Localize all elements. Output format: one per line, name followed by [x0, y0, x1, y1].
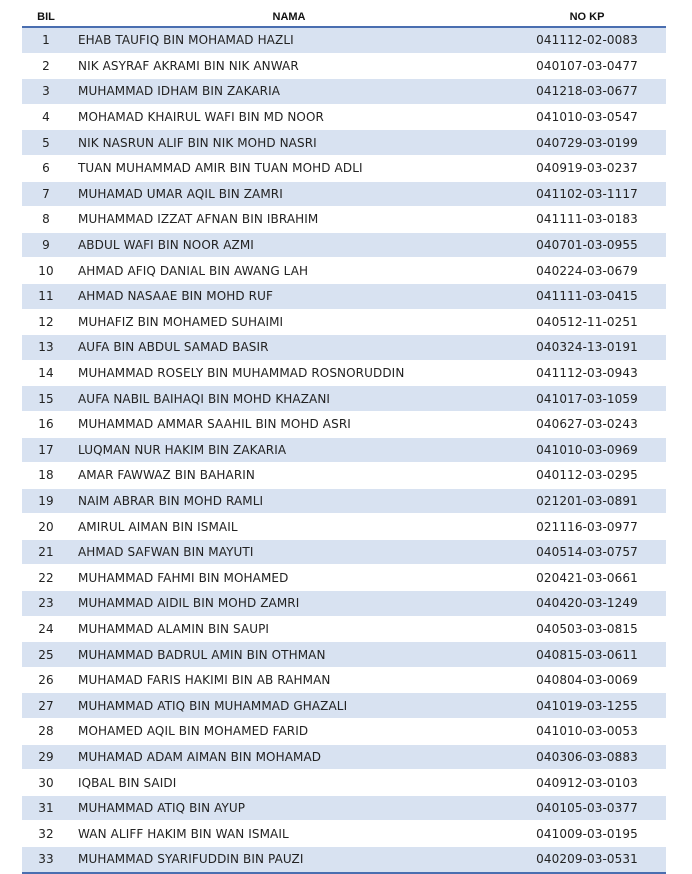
cell-nama: NAIM ABRAR BIN MOHD RAMLI — [70, 488, 508, 514]
cell-no-kp: 040503-03-0815 — [508, 616, 666, 642]
table-row — [22, 591, 666, 617]
table-row — [22, 565, 666, 591]
cell-bil: 1 — [22, 27, 70, 53]
cell-bil: 20 — [22, 514, 70, 540]
cell-bil: 26 — [22, 667, 70, 693]
cell-no-kp: 040815-03-0611 — [508, 642, 666, 668]
table-row — [22, 283, 666, 309]
table-row — [22, 104, 666, 130]
header-nama: NAMA — [70, 8, 508, 27]
cell-nama: MUHAMMAD SYARIFUDDIN BIN PAUZI — [70, 847, 508, 873]
table-row — [22, 181, 666, 207]
cell-bil: 17 — [22, 437, 70, 463]
cell-no-kp: 040512-11-0251 — [508, 309, 666, 335]
cell-bil: 11 — [22, 283, 70, 309]
cell-bil: 4 — [22, 104, 70, 130]
cell-bil: 29 — [22, 744, 70, 770]
student-list-table — [22, 8, 666, 874]
cell-no-kp: 040209-03-0531 — [508, 847, 666, 873]
cell-nama: MUHAMMAD ROSELY BIN MUHAMMAD ROSNORUDDIN — [70, 360, 508, 386]
table-row — [22, 258, 666, 284]
cell-no-kp: 040701-03-0955 — [508, 232, 666, 258]
table-row — [22, 79, 666, 105]
cell-no-kp: 041010-03-0547 — [508, 104, 666, 130]
table-row — [22, 667, 666, 693]
cell-bil: 16 — [22, 411, 70, 437]
cell-bil: 9 — [22, 232, 70, 258]
table-row — [22, 488, 666, 514]
table-row — [22, 53, 666, 79]
table-row — [22, 335, 666, 361]
cell-bil: 31 — [22, 795, 70, 821]
cell-nama: MUHAMMAD ATIQ BIN MUHAMMAD GHAZALI — [70, 693, 508, 719]
cell-bil: 33 — [22, 847, 70, 873]
cell-nama: AMAR FAWWAZ BIN BAHARIN — [70, 463, 508, 489]
cell-nama: TUAN MUHAMMAD AMIR BIN TUAN MOHD ADLI — [70, 155, 508, 181]
cell-nama: AUFA NABIL BAIHAQI BIN MOHD KHAZANI — [70, 386, 508, 412]
table-row — [22, 360, 666, 386]
table-header — [22, 8, 666, 27]
cell-bil: 23 — [22, 591, 70, 617]
cell-bil: 19 — [22, 488, 70, 514]
cell-nama: MUHAMMAD AIDIL BIN MOHD ZAMRI — [70, 591, 508, 617]
table-row — [22, 693, 666, 719]
table-row — [22, 514, 666, 540]
cell-nama: MUHAFIZ BIN MOHAMED SUHAIMI — [70, 309, 508, 335]
table-row — [22, 386, 666, 412]
cell-no-kp: 041112-03-0943 — [508, 360, 666, 386]
cell-bil: 5 — [22, 130, 70, 156]
cell-nama: MUHAMMAD ALAMIN BIN SAUPI — [70, 616, 508, 642]
table-row — [22, 770, 666, 796]
cell-nama: MUHAMAD UMAR AQIL BIN ZAMRI — [70, 181, 508, 207]
cell-bil: 12 — [22, 309, 70, 335]
cell-no-kp: 040919-03-0237 — [508, 155, 666, 181]
cell-bil: 10 — [22, 258, 70, 284]
cell-nama: IQBAL BIN SAIDI — [70, 770, 508, 796]
cell-bil: 3 — [22, 79, 70, 105]
cell-no-kp: 040804-03-0069 — [508, 667, 666, 693]
table-row — [22, 719, 666, 745]
cell-nama: LUQMAN NUR HAKIM BIN ZAKARIA — [70, 437, 508, 463]
cell-bil: 32 — [22, 821, 70, 847]
header-bil: BIL — [22, 8, 70, 27]
cell-nama: EHAB TAUFIQ BIN MOHAMAD HAZLI — [70, 27, 508, 53]
cell-no-kp: 021201-03-0891 — [508, 488, 666, 514]
cell-bil: 28 — [22, 719, 70, 745]
table-row — [22, 411, 666, 437]
cell-nama: MUHAMMAD IZZAT AFNAN BIN IBRAHIM — [70, 207, 508, 233]
cell-bil: 30 — [22, 770, 70, 796]
cell-bil: 6 — [22, 155, 70, 181]
cell-bil: 22 — [22, 565, 70, 591]
cell-bil: 13 — [22, 335, 70, 361]
cell-bil: 24 — [22, 616, 70, 642]
cell-no-kp: 021116-03-0977 — [508, 514, 666, 540]
cell-no-kp: 041111-03-0183 — [508, 207, 666, 233]
table-row — [22, 207, 666, 233]
table-row — [22, 642, 666, 668]
cell-nama: MOHAMAD KHAIRUL WAFI BIN MD NOOR — [70, 104, 508, 130]
cell-nama: MUHAMAD ADAM AIMAN BIN MOHAMAD — [70, 744, 508, 770]
cell-nama: AMIRUL AIMAN BIN ISMAIL — [70, 514, 508, 540]
cell-no-kp: 040105-03-0377 — [508, 795, 666, 821]
cell-nama: MUHAMMAD ATIQ BIN AYUP — [70, 795, 508, 821]
cell-no-kp: 040107-03-0477 — [508, 53, 666, 79]
cell-bil: 15 — [22, 386, 70, 412]
table-row — [22, 847, 666, 873]
cell-nama: AUFA BIN ABDUL SAMAD BASIR — [70, 335, 508, 361]
cell-nama: NIK ASYRAF AKRAMI BIN NIK ANWAR — [70, 53, 508, 79]
cell-no-kp: 041102-03-1117 — [508, 181, 666, 207]
cell-no-kp: 041010-03-0053 — [508, 719, 666, 745]
cell-no-kp: 040514-03-0757 — [508, 539, 666, 565]
table-row — [22, 309, 666, 335]
cell-nama: AHMAD SAFWAN BIN MAYUTI — [70, 539, 508, 565]
cell-nama: MUHAMMAD AMMAR SAAHIL BIN MOHD ASRI — [70, 411, 508, 437]
cell-no-kp: 041112-02-0083 — [508, 27, 666, 53]
cell-no-kp: 041111-03-0415 — [508, 283, 666, 309]
header-row — [22, 8, 666, 27]
cell-no-kp: 020421-03-0661 — [508, 565, 666, 591]
cell-no-kp: 041017-03-1059 — [508, 386, 666, 412]
cell-nama: NIK NASRUN ALIF BIN NIK MOHD NASRI — [70, 130, 508, 156]
table-row — [22, 539, 666, 565]
table-row — [22, 130, 666, 156]
cell-no-kp: 040729-03-0199 — [508, 130, 666, 156]
cell-bil: 7 — [22, 181, 70, 207]
cell-bil: 27 — [22, 693, 70, 719]
cell-bil: 2 — [22, 53, 70, 79]
cell-bil: 8 — [22, 207, 70, 233]
cell-bil: 21 — [22, 539, 70, 565]
cell-no-kp: 041019-03-1255 — [508, 693, 666, 719]
cell-no-kp: 041218-03-0677 — [508, 79, 666, 105]
table-row — [22, 27, 666, 53]
table-row — [22, 463, 666, 489]
cell-nama: MUHAMAD FARIS HAKIMI BIN AB RAHMAN — [70, 667, 508, 693]
cell-no-kp: 041010-03-0969 — [508, 437, 666, 463]
table-row — [22, 155, 666, 181]
header-no-kp: NO KP — [508, 8, 666, 27]
cell-bil: 14 — [22, 360, 70, 386]
cell-no-kp: 040224-03-0679 — [508, 258, 666, 284]
table-row — [22, 795, 666, 821]
cell-nama: ABDUL WAFI BIN NOOR AZMI — [70, 232, 508, 258]
cell-nama: MOHAMED AQIL BIN MOHAMED FARID — [70, 719, 508, 745]
cell-nama: MUHAMMAD BADRUL AMIN BIN OTHMAN — [70, 642, 508, 668]
cell-no-kp: 040627-03-0243 — [508, 411, 666, 437]
cell-no-kp: 040324-13-0191 — [508, 335, 666, 361]
cell-nama: MUHAMMAD IDHAM BIN ZAKARIA — [70, 79, 508, 105]
cell-nama: AHMAD AFIQ DANIAL BIN AWANG LAH — [70, 258, 508, 284]
table-row — [22, 616, 666, 642]
table-row — [22, 821, 666, 847]
cell-no-kp: 040912-03-0103 — [508, 770, 666, 796]
cell-no-kp: 040420-03-1249 — [508, 591, 666, 617]
cell-nama: MUHAMMAD FAHMI BIN MOHAMED — [70, 565, 508, 591]
cell-no-kp: 040306-03-0883 — [508, 744, 666, 770]
cell-nama: AHMAD NASAAE BIN MOHD RUF — [70, 283, 508, 309]
cell-bil: 18 — [22, 463, 70, 489]
cell-nama: WAN ALIFF HAKIM BIN WAN ISMAIL — [70, 821, 508, 847]
cell-no-kp: 040112-03-0295 — [508, 463, 666, 489]
table-row — [22, 437, 666, 463]
table-body — [22, 27, 666, 873]
cell-no-kp: 041009-03-0195 — [508, 821, 666, 847]
table-row — [22, 744, 666, 770]
table-row — [22, 232, 666, 258]
cell-bil: 25 — [22, 642, 70, 668]
